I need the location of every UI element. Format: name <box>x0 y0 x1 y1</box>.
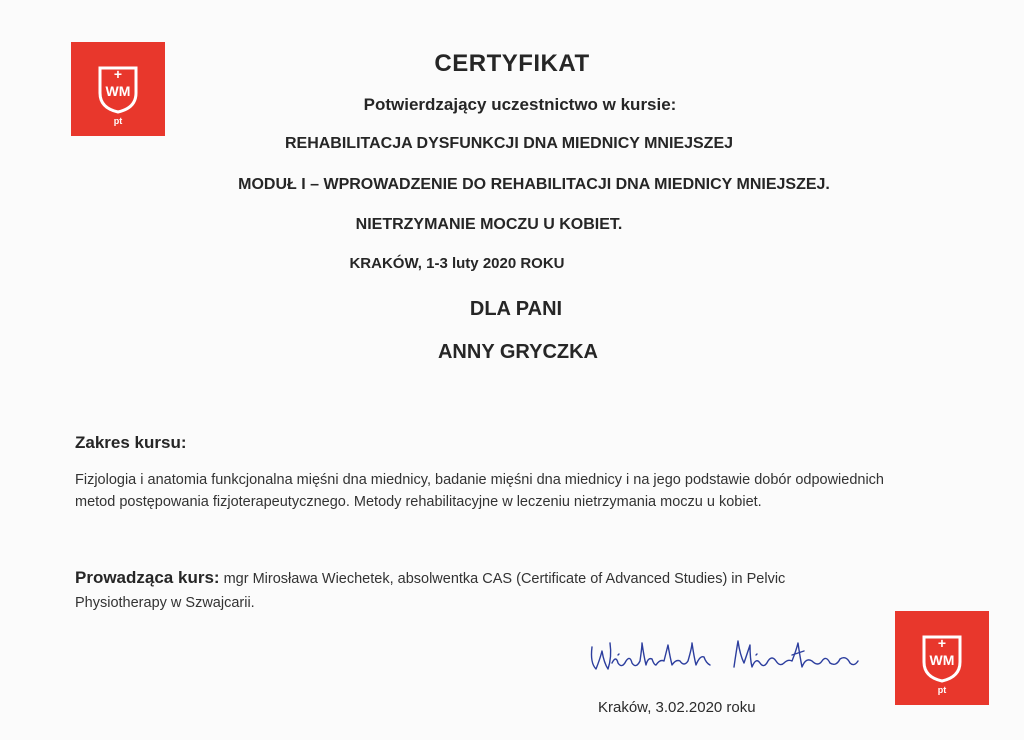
wm-pt-logo-footer-icon <box>895 611 989 705</box>
instructor-info <box>75 566 875 615</box>
instructor-description: mgr Mirosława Wiechetek, absolwentka CAS (Certificate of Advanced Studies) in Pelvic Physiotherapy w Szwajcarii. <box>75 571 786 611</box>
instructor-label: Prowadząca kurs: <box>75 568 220 587</box>
logo-footer-cross: + <box>937 635 947 651</box>
logo-footer-sub: pt <box>937 685 947 695</box>
course-location-dates: KRAKÓW, 1-3 luty 2020 ROKU <box>349 255 565 272</box>
logo-sub: pt <box>113 116 123 126</box>
wm-pt-logo-footer <box>895 611 989 705</box>
scope-heading: Zakres kursu: <box>75 433 187 452</box>
logo-footer-letters: WM <box>929 652 955 668</box>
logo-cross: + <box>113 66 123 82</box>
handwritten-signature <box>580 633 880 679</box>
course-name-line-1: REHABILITACJA DYSFUNKCJI DNA MIEDNICY MNIEJSZEJ <box>284 135 734 152</box>
recipient-greeting: DLA PANI <box>469 298 563 320</box>
logo-letters: WM <box>105 83 131 99</box>
recipient-name: ANNY GRYCZKA <box>437 341 598 363</box>
place-and-date: Kraków, 3.02.2020 roku <box>598 699 756 716</box>
certificate-subtitle: Potwierdzający uczestnictwo w kursie: <box>363 95 677 114</box>
course-name-line-2: MODUŁ I – WPROWADZENIE DO REHABILITACJI DNA MIEDNICY MNIEJSZEJ. <box>238 176 830 193</box>
scope-description: Fizjologia i anatomia funkcjonalna mięśni dna miednicy, badanie mięśni dna miednicy i na jego podstawie dobór odpowiednich metod postępowania fizjoterapeutycznego. Metody rehabilitacyjne w leczeniu nietrzymania moczu u kobiet. <box>75 472 884 510</box>
certificate-title: CERTYFIKAT <box>434 50 590 77</box>
course-name-line-3: NIETRZYMANIE MOCZU U KOBIET. <box>355 216 623 233</box>
